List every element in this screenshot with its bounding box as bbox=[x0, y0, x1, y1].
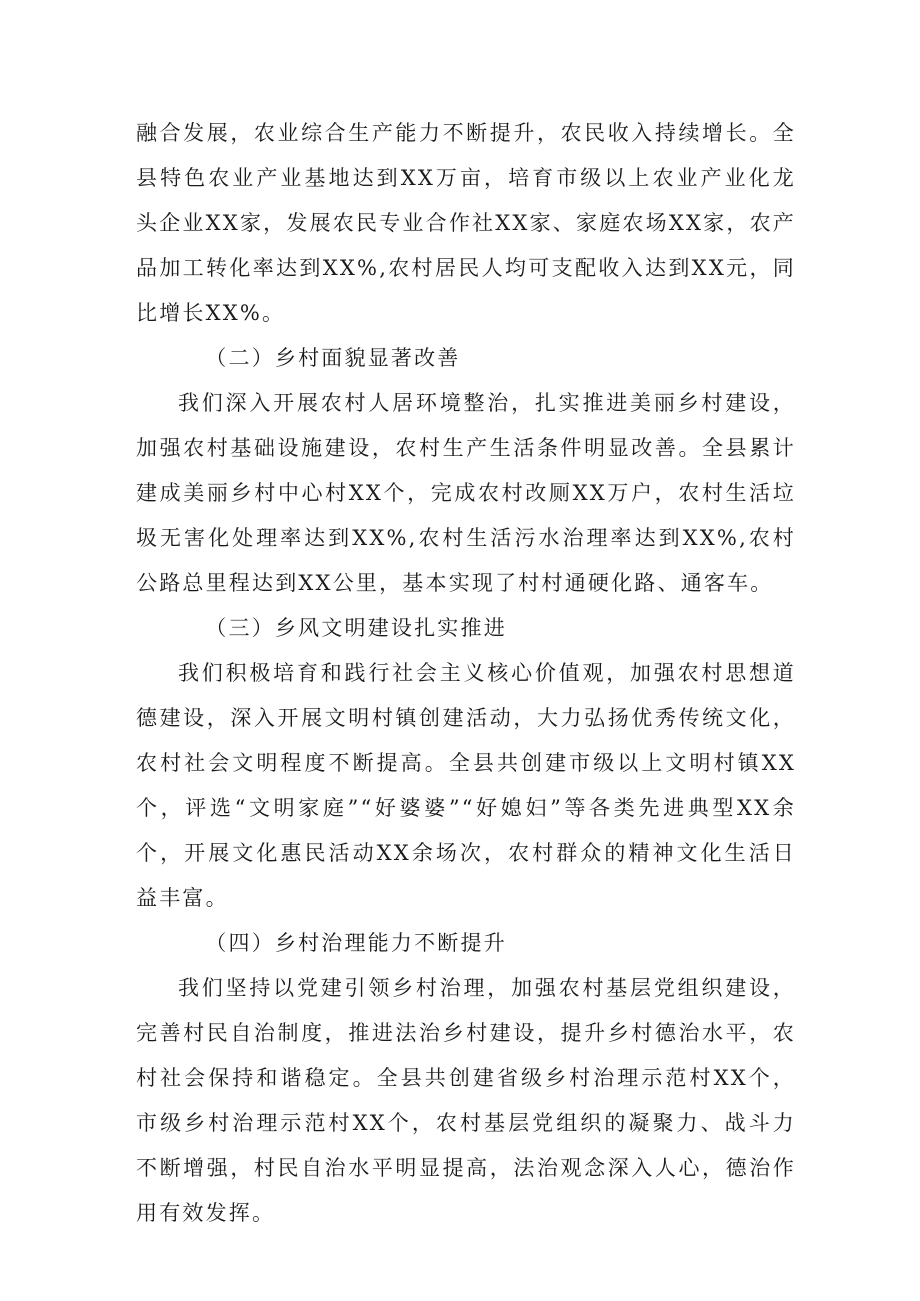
section-body-4: 我们坚持以党建引领乡村治理，加强农村基层党组织建设，完善村民自治制度，推进法治乡村建设，提升乡村德治水平，农村社会保持和谐稳定。全县共创建省级乡村治理示范村XX个，市级乡村治理示范村XX个，农村基层党组织的凝聚力、战斗力不断增强，村民自治水平明显提高，法治观念深入人心，德治作用有效发挥。 bbox=[136, 976, 796, 1225]
section-body-2: 我们深入开展农村人居环境整治，扎实推进美丽乡村建设，加强农村基础设施建设，农村生产生活条件明显改善。全县累计建成美丽乡村中心村XX个，完成农村改厕XX万户，农村生活垃圾无害化处理率达到XX%,农村生活污水治理率达到XX%,农村公路总里程达到XX公里，基本实现了村村通硬化路、通客车。 bbox=[136, 391, 796, 595]
continuation-paragraph: 融合发展，农业综合生产能力不断提升，农民收入持续增长。全县特色农业产业基地达到XX万亩，培育市级以上农业产业化龙头企业XX家，发展农民专业合作社XX家、家庭农场XX家，农产品加工转化率达到XX%,农村居民人均可支配收入达到XX元，同比增长XX%。 bbox=[136, 121, 796, 325]
section-heading-4: （四）乡村治理能力不断提升 bbox=[205, 931, 507, 955]
document-body bbox=[136, 111, 796, 1236]
section-heading-2: （二）乡村面貌显著改善 bbox=[205, 346, 461, 370]
section-body-3: 我们积极培育和践行社会主义核心价值观，加强农村思想道德建设，深入开展文明村镇创建活动，大力弘扬优秀传统文化，农村社会文明程度不断提高。全县共创建市级以上文明村镇XX个，评选“文明家庭”“好婆婆”“好媳妇”等各类先进典型XX余个，开展文化惠民活动XX余场次，农村群众的精神文化生活日益丰富。 bbox=[136, 661, 796, 910]
section-heading-3: （三）乡风文明建设扎实推进 bbox=[205, 616, 507, 640]
